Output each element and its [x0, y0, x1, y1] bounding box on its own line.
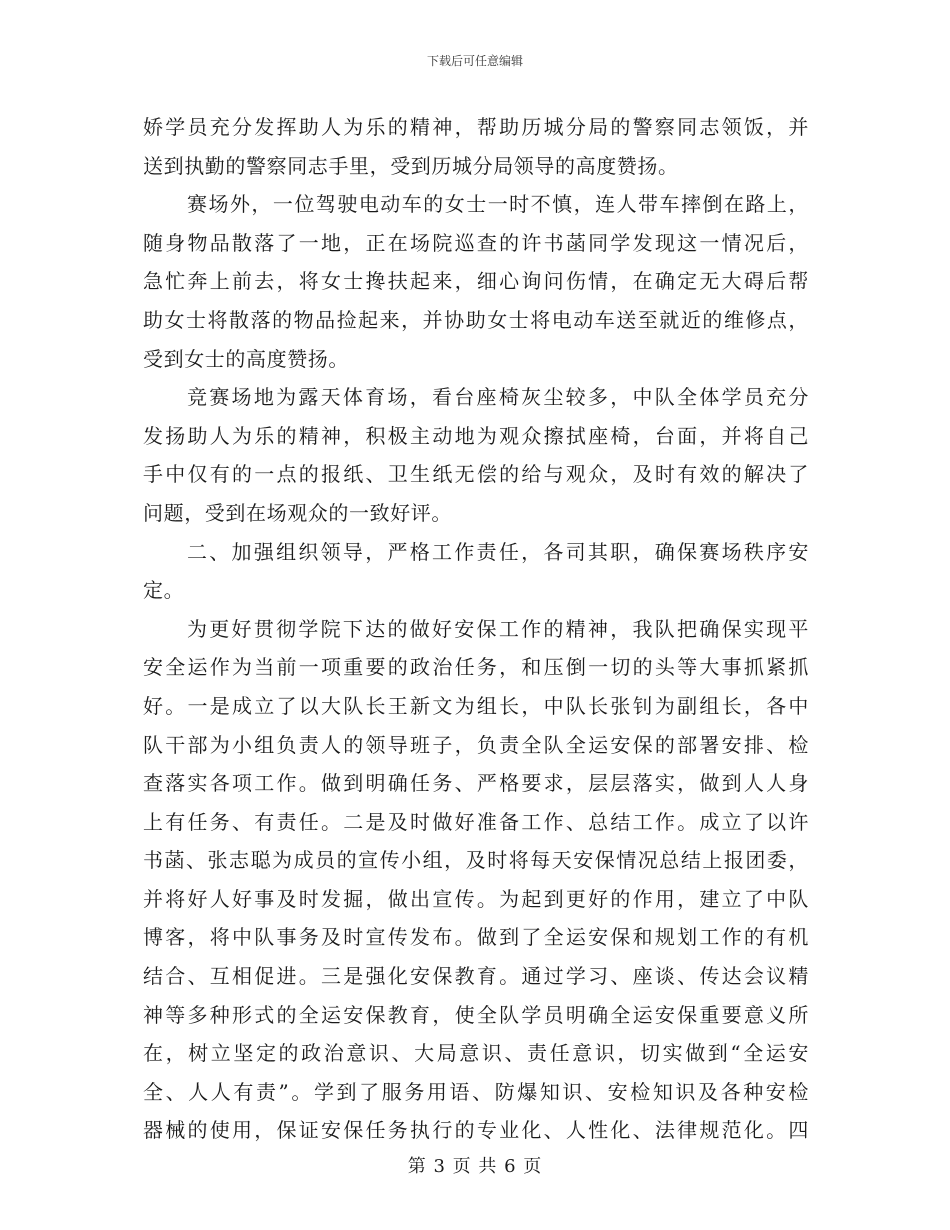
text-line: 结合、互相促进。三是强化安保教育。通过学习、座谈、传达会议精 [143, 964, 809, 989]
text-line: 二、加强组织领导，严格工作责任，各司其职，确保赛场秩序安 [187, 539, 809, 564]
text-line: 赛场外，一位驾驶电动车的女士一时不慎，连人带车摔倒在路上， [187, 192, 809, 217]
text-line: 定。 [143, 578, 185, 603]
text-line: 问题，受到在场观众的一致好评。 [143, 500, 452, 525]
document-body [143, 108, 809, 1150]
text-line: 急忙奔上前去，将女士搀扶起来，细心询问伤情，在确定无大碍后帮 [143, 269, 809, 294]
text-line: 送到执勤的警察同志手里，受到历城分局领导的高度赞扬。 [143, 153, 679, 178]
text-line: 助女士将散落的物品捡起来，并协助女士将电动车送至就近的维修点， [143, 307, 809, 332]
text-line: 好。一是成立了以大队长王新文为组长，中队长张钊为副组长，各中 [143, 693, 809, 718]
text-line: 书菡、张志聪为成员的宣传小组，及时将每天安保情况总结上报团委， [143, 848, 809, 873]
text-line: 上有任务、有责任。二是及时做好准备工作、总结工作。成立了以许 [143, 809, 809, 834]
text-line: 竞赛场地为露天体育场，看台座椅灰尘较多，中队全体学员充分 [187, 385, 809, 410]
text-line: 神等多种形式的全运安保教育，使全队学员明确全运安保重要意义所 [143, 1002, 809, 1027]
text-line: 器械的使用，保证安保任务执行的专业化、人性化、法律规范化。四 [143, 1118, 809, 1143]
text-line: 娇学员充分发挥助人为乐的精神，帮助历城分局的警察同志领饭，并 [143, 115, 809, 139]
page-header: 下载后可任意编辑 [426, 54, 523, 68]
text-line: 发扬助人为乐的精神，积极主动地为观众擦拭座椅，台面，并将自己 [143, 423, 809, 448]
text-line: 随身物品散落了一地，正在场院巡查的许书菡同学发现这一情况后， [143, 230, 809, 255]
text-line: 安全运作为当前一项重要的政治任务，和压倒一切的头等大事抓紧抓 [143, 655, 809, 680]
text-line: 队干部为小组负责人的领导班子，负责全队全运安保的部署安排、检 [143, 732, 809, 757]
page-number: 第 3 页 共 6 页 [407, 1156, 543, 1177]
text-line: 全、人人有责”。学到了服务用语、防爆知识、安检知识及各种安检 [143, 1079, 809, 1104]
text-line: 手中仅有的一点的报纸、卫生纸无偿的给与观众，及时有效的解决了 [143, 462, 809, 487]
text-line: 受到女士的高度赞扬。 [143, 346, 349, 371]
text-line: 为更好贯彻学院下达的做好安保工作的精神，我队把确保实现平 [187, 616, 809, 641]
text-line: 在，树立坚定的政治意识、大局意识、责任意识，切实做到“全运安 [143, 1041, 809, 1066]
text-line: 并将好人好事及时发掘，做出宣传。为起到更好的作用，建立了中队 [143, 886, 809, 911]
text-line: 博客，将中队事务及时宣传发布。做到了全运安保和规划工作的有机 [143, 925, 809, 950]
text-line: 查落实各项工作。做到明确任务、严格要求，层层落实，做到人人身 [143, 771, 809, 796]
